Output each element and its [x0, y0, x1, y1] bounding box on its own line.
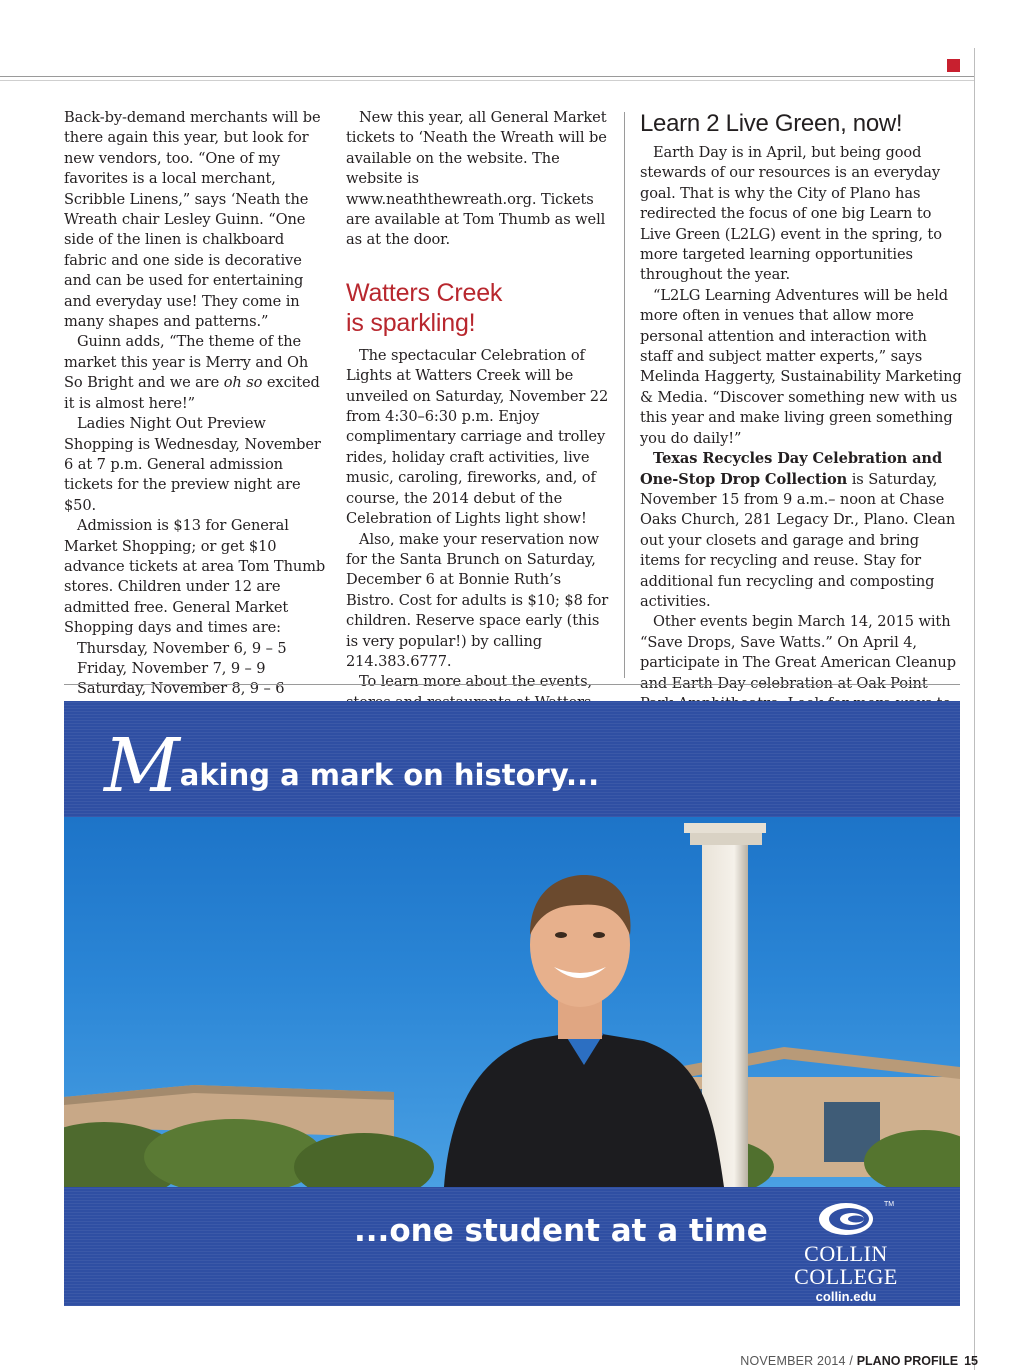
heading-line: Watters Creek: [346, 278, 503, 307]
article-column-3: [640, 108, 962, 735]
schedule-item: Friday, November 7, 9 – 9: [77, 659, 266, 677]
schedule-item: Thursday, November 6, 9 – 5: [77, 639, 287, 657]
page-footer: [740, 1354, 978, 1368]
paragraph: New this year, all General Market tickets to ‘Neath the Wreath will be available on the website. The website is www.neaththewreath.org. Tickets are available at Tom Thumb as well as at the door.: [346, 109, 607, 249]
student-campus-photo: [64, 817, 960, 1187]
footer-separator: /: [845, 1354, 857, 1368]
collin-college-advertisement[interactable]: [64, 701, 960, 1306]
schedule-item: Saturday, November 8, 9 – 6: [77, 680, 285, 698]
emphasis: oh so: [223, 374, 263, 392]
ad-footer-band: [64, 1187, 960, 1306]
issue-date: NOVEMBER 2014: [740, 1354, 846, 1368]
logo-line-college: COLLEGE: [794, 1264, 898, 1289]
watters-creek-heading: [346, 278, 610, 338]
page-number: 15: [964, 1354, 978, 1368]
paragraph: Admission is $13 for General Market Shopping; or get $10 advance tickets at area Tom Thumb stores. Children under 12 are admitted free. General Market Shopping days and times are:: [64, 517, 326, 637]
ad-headline: [104, 723, 600, 809]
paragraph: Back-by-demand merchants will be there again this year, but look for new vendors, too. “One of my favorites is a local merchant, Scribble Linens,” says ‘Neath the Wreath chair Lesley Guinn. “One side of the linen is chalkboard fabric and one side is decorative and can be used for entertaining and everyday use! They come in many shapes and patterns.”: [64, 109, 321, 331]
paragraph: Ladies Night Out Preview Shopping is Wednesday, November 6 at 7 p.m. General admission tickets for the preview night are $50.: [64, 415, 321, 514]
column-divider: [624, 112, 625, 678]
paragraph: [640, 449, 962, 612]
ad-separator-rule: [64, 684, 960, 685]
ad-photo: [64, 817, 960, 1187]
paragraph: Earth Day is in April, but being good stewards of our resources is an everyday goal. That is why the City of Plano has redirected the focus of one big Learn to Live Green (L2LG) event in the spring, to more targeted learning opportunities throughout the year.: [640, 144, 942, 284]
collin-swoosh-icon: [816, 1201, 876, 1237]
headline-initial: M: [104, 723, 176, 809]
section-marker: [947, 59, 960, 72]
collin-college-logo[interactable]: [786, 1201, 906, 1304]
ad-header-band: [64, 701, 960, 817]
trademark: TM: [884, 1201, 895, 1208]
text-run: excited it is almost here!”: [64, 374, 320, 412]
headline-text: aking a mark on history...: [179, 758, 600, 792]
top-rule-inner: [0, 80, 975, 81]
logo-line-collin: COLLIN: [804, 1241, 888, 1266]
paragraph: “L2LG Learning Adventures will be held more often in venues that allow more personal attention and interaction with staff and subject matter experts,” says Melinda Haggerty, Sustainability Marketing & Media. “Discover something new with us this year and make living green something you do daily!”: [640, 286, 962, 447]
ad-tagline: ...one student at a time: [354, 1213, 768, 1249]
right-margin-rule: [974, 48, 975, 1370]
paragraph: Also, make your reservation now for the Santa Brunch on Saturday, December 6 at Bonnie Ruth’s Bistro. Cost for adults is $10; $8 for children. Reserve space early (this is very popular!) by calling 214.383.6777.: [346, 530, 609, 670]
bold-lead: Texas Recycles Day Celebration and One-Stop Drop Collection: [640, 450, 943, 488]
text-run: Guinn adds, “The theme of the market this year is Merry and Oh So Bright and we are: [64, 333, 309, 392]
article-column-1: [64, 108, 328, 720]
text-run: is Saturday, November 15 from 9 a.m.– noon at Chase Oaks Church, 281 Legacy Dr., Plano. Clean out your closets and garage and bring items for recycling and reuse. Stay for additional fun recycling and composting activities.: [640, 470, 956, 610]
paragraph: The spectacular Celebration of Lights at Watters Creek will be unveiled on Saturday, November 22 from 4:30–6:30 p.m. Enjoy complimentary carriage and trolley rides, holiday craft activities, live music, caroling, fireworks, and, of course, the 2014 debut of the Celebration of Lights light show!: [346, 346, 609, 528]
paragraph: To learn more about the events,: [359, 673, 593, 691]
paragraph: Other events begin March 14, 2015 with “Save Drops, Save Watts.” On April 4, participate in The Great American Cleanup and Earth Day celebration at Oak Point: [640, 613, 956, 692]
publication-name: PLANO PROFILE: [856, 1354, 959, 1368]
paragraph: [64, 332, 328, 414]
heading-line: is sparkling!: [346, 308, 476, 337]
article-column-2: [346, 108, 610, 734]
logo-url[interactable]: collin.edu: [815, 1289, 877, 1304]
top-rule: [0, 76, 975, 77]
learn-2-live-green-heading: Learn 2 Live Green, now!: [640, 110, 903, 137]
